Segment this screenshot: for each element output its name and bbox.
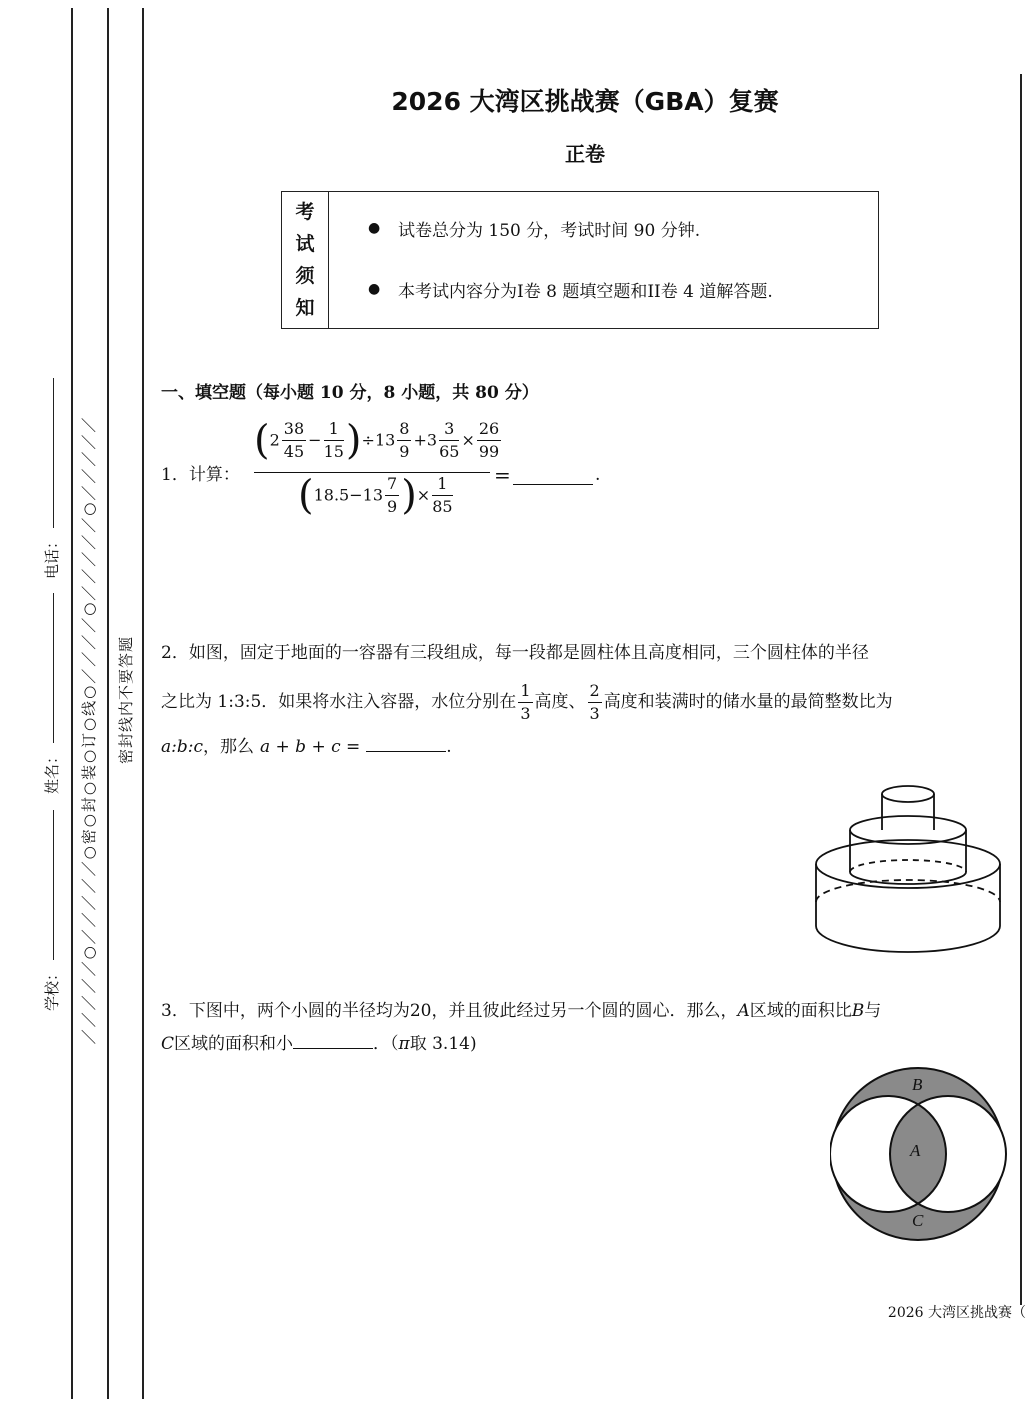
- q2-ratio: a:b:c: [161, 737, 203, 757]
- phone-label: 电话：: [43, 533, 61, 579]
- q3-line-2: [161, 1030, 1011, 1057]
- q1-den-times: ×: [416, 485, 431, 505]
- notice-heading-char: 须: [295, 265, 315, 287]
- q2-answer-blank[interactable]: [366, 733, 446, 752]
- q1-numerator: [254, 417, 500, 473]
- question-2: [161, 640, 1011, 760]
- q3-var-c: C: [161, 1034, 175, 1054]
- q1-den-b-n: 7: [385, 473, 399, 496]
- notice-heading-char: 试: [295, 233, 315, 255]
- q3-text: 与: [864, 1001, 882, 1021]
- q2-frac-1-n: 1: [518, 680, 532, 703]
- question-3: [161, 998, 1011, 1057]
- paren-right: ): [401, 472, 417, 519]
- q1-den-c-n: 1: [432, 473, 452, 496]
- phone-field: [41, 379, 63, 579]
- paren-left: (: [254, 417, 270, 464]
- bullet-icon: ●: [368, 281, 381, 297]
- q1-num-b-d: 15: [323, 442, 344, 461]
- q1-denominator: [254, 473, 490, 527]
- q1-num-d-n: 3: [439, 418, 459, 441]
- q1-num-a-n: 38: [282, 418, 306, 441]
- q1-num-a-int: 2: [269, 430, 280, 450]
- q2-frac-1-d: 3: [520, 704, 531, 723]
- q2-line-3: [161, 733, 1011, 760]
- q3-text: 区域的面积和小: [174, 1034, 294, 1054]
- exam-title: 2026 大湾区挑战赛（GBA）复赛: [391, 87, 779, 116]
- q1-div: ÷13: [361, 430, 396, 450]
- binding-line-inner: [142, 8, 144, 1399]
- q3-var-a: A: [737, 1001, 750, 1021]
- circles-figure: [830, 1066, 1010, 1242]
- seal-line-text: ／／／／／○／／／／／○密○封○装○订○线○／／／／○／／／／／○／／／／／: [80, 415, 98, 1045]
- region-a-label: A: [910, 1141, 921, 1160]
- q3-line-1: [161, 998, 1011, 1024]
- notice-heading-char: 知: [295, 297, 315, 319]
- school-blank[interactable]: [53, 810, 54, 960]
- notice-heading: [282, 192, 329, 328]
- q2-end: .: [446, 737, 452, 757]
- q1-plus: +3: [413, 430, 438, 450]
- bullet-icon: ●: [368, 220, 381, 236]
- q1-times: ×: [461, 430, 475, 450]
- q1-num-a-d: 45: [283, 442, 305, 461]
- binding-line-middle: [107, 8, 109, 1399]
- q1-den-b-d: 9: [387, 497, 398, 516]
- q2-text: ，那么: [203, 737, 254, 757]
- cylinder-figure: [808, 782, 1008, 960]
- q1-minus: −: [308, 430, 322, 450]
- q1-den-c-d: 85: [432, 497, 453, 516]
- name-field: [41, 594, 63, 794]
- paren-right: ): [345, 417, 362, 464]
- section-title: 一、填空题（每小题 10 分，8 小题，共 80 分）: [161, 383, 539, 403]
- q1-num-c-d: 9: [399, 442, 410, 461]
- q1-num-e-d: 99: [478, 442, 500, 461]
- seal-note: 密封线内不要答题: [117, 636, 135, 765]
- notice-item: 本考试内容分为I卷 8 题填空题和II卷 4 道解答题.: [398, 282, 773, 302]
- q1-end: .: [595, 465, 601, 485]
- school-field: [41, 811, 63, 1011]
- q2-text: 高度和装满时的储水量的最简整数比为: [603, 692, 893, 712]
- name-label: 姓名：: [43, 748, 61, 794]
- school-label: 学校：: [43, 965, 61, 1011]
- q1-big-fraction: [254, 417, 500, 527]
- q1-den-a: 18.5−13: [313, 485, 383, 505]
- q2-line-2: [161, 680, 1011, 725]
- name-blank[interactable]: [53, 593, 54, 743]
- q3-answer-blank[interactable]: [293, 1030, 373, 1049]
- page-footer: 2026 大湾区挑战赛（: [887, 1305, 1026, 1321]
- question-1-label: 1．计算：: [161, 465, 240, 485]
- binding-line-outer: [71, 8, 73, 1399]
- q3-text: 3．下图中，两个小圆的半径均为20，并且彼此经过另一个圆的圆心．那么，: [161, 1001, 738, 1021]
- q2-text: 之比为 1:3:5．如果将水注入容器，水位分别在: [161, 692, 517, 712]
- exam-notice-box: [281, 191, 879, 329]
- q3-var-b: B: [851, 1001, 865, 1021]
- right-edge-line: [1020, 74, 1022, 1305]
- q2-text: 高度、: [534, 692, 586, 712]
- q3-text: ．（: [373, 1034, 399, 1054]
- q3-text: 取 3.14): [409, 1034, 477, 1054]
- q3-pi: π: [398, 1034, 410, 1054]
- q2-frac-2-d: 3: [589, 704, 600, 723]
- q1-equals: =: [494, 463, 511, 487]
- region-b-label: B: [912, 1075, 923, 1094]
- q1-num-b-n: 1: [324, 418, 344, 441]
- q1-num-c-n: 8: [397, 418, 411, 441]
- region-c-label: C: [912, 1211, 924, 1230]
- exam-subtitle: 正卷: [565, 142, 605, 166]
- q2-line-1: 2．如图，固定于地面的一容器有三段组成，每一段都是圆柱体且高度相同，三个圆柱体的半径: [161, 643, 869, 663]
- q1-answer-blank[interactable]: [513, 466, 593, 485]
- notice-item: 试卷总分为 150 分，考试时间 90 分钟.: [398, 221, 701, 241]
- paren-left: (: [298, 472, 314, 519]
- q1-num-e-n: 26: [477, 418, 501, 441]
- q2-sum: a + b + c =: [260, 737, 361, 757]
- q3-text: 区域的面积比: [749, 1001, 852, 1021]
- q2-frac-2-n: 2: [588, 680, 602, 703]
- q1-num-d-d: 65: [439, 442, 460, 461]
- notice-heading-char: 考: [295, 201, 315, 223]
- phone-blank[interactable]: [53, 378, 54, 528]
